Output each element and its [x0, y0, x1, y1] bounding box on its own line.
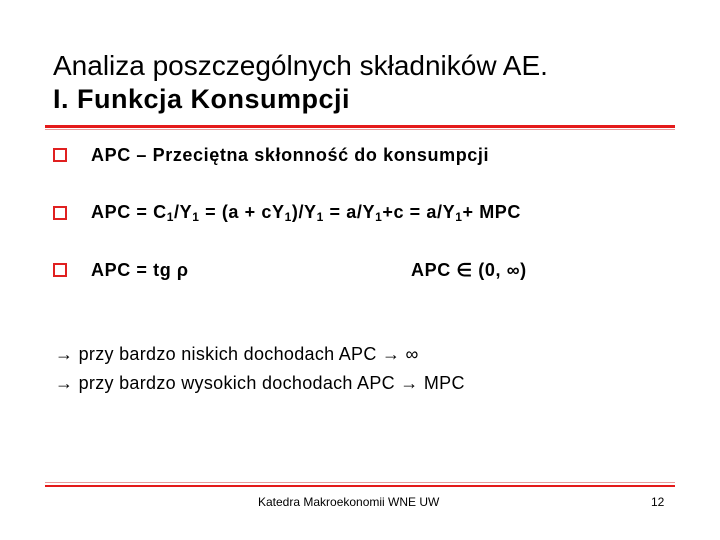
bullet-apc-tangent	[53, 255, 189, 285]
title-divider	[45, 125, 675, 128]
bullet-apc-formula	[53, 198, 521, 228]
footer-divider-thin	[45, 482, 675, 483]
apc-interval: APC ∈ (0, ∞)	[411, 259, 527, 280]
arrow-note-low-income: → przy bardzo niskich dochodach APC → ∞	[55, 344, 419, 364]
bullet-text: APC = tg ρ	[91, 259, 189, 280]
bullet-apc-definition	[53, 140, 489, 170]
arrow-note-high-income: → przy bardzo wysokich dochodach APC → MPC	[55, 373, 465, 393]
bullet-formula: APC = $C_1/Y_1 = (a + cY_1)/Y_1 = a/Y_1+c = a/Y_1+$ MPC	[91, 202, 522, 224]
square-bullet-icon	[53, 206, 67, 220]
bullet-text: APC – Przeciętna skłonność do konsumpcji	[91, 144, 490, 165]
slide-title-line2: I. Funkcja Konsumpcji	[53, 84, 351, 114]
title-divider-thin	[45, 129, 675, 130]
page-number: 12	[651, 495, 665, 509]
square-bullet-icon	[53, 148, 67, 162]
footer-divider	[45, 485, 675, 487]
footer-text: Katedra Makroekonomii WNE UW	[258, 495, 440, 509]
square-bullet-icon	[53, 263, 67, 277]
slide-title-line1: Analiza poszczególnych składników AE.	[53, 50, 548, 81]
